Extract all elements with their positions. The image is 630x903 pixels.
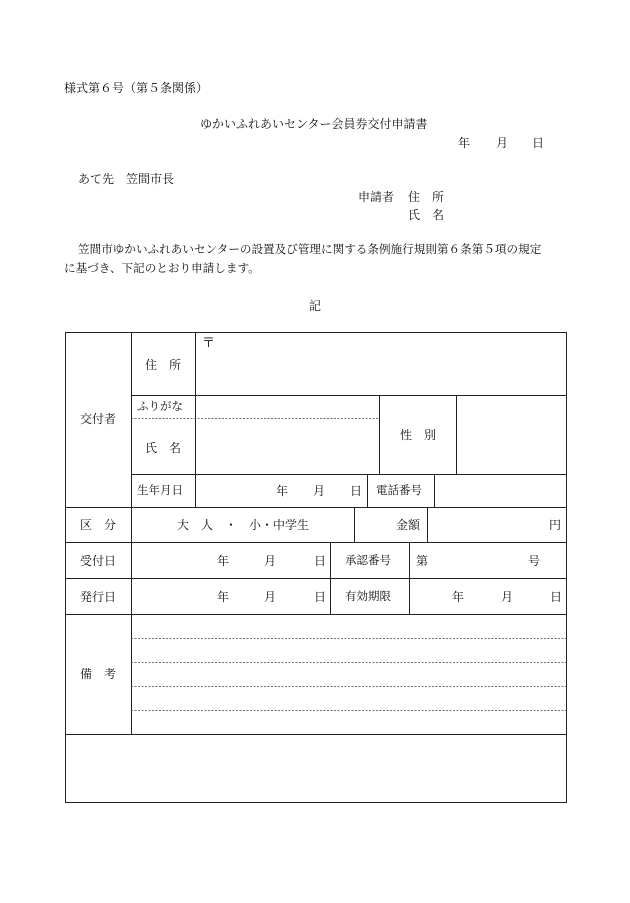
approval-number-label: 承認番号 — [345, 553, 391, 567]
amount-label: 金額 — [396, 518, 421, 532]
issue-month-label: 月 — [264, 590, 277, 604]
receipt-date-label: 受付日 — [80, 554, 117, 568]
address-value[interactable] — [196, 333, 566, 395]
issue-day-label: 日 — [314, 590, 327, 604]
receipt-day-label: 日 — [314, 554, 327, 568]
gender-label: 性 別 — [400, 428, 437, 442]
approval-suffix: 号 — [528, 554, 541, 568]
recipient-label: 交付者 — [80, 412, 117, 426]
form-number: 様式第６号（第５条関係） — [64, 81, 209, 95]
validity-month-label: 月 — [501, 590, 514, 604]
birthdate-label: 生年月日 — [137, 483, 183, 497]
phone-value[interactable] — [435, 475, 566, 507]
remarks-label: 備 考 — [80, 667, 117, 681]
body-text-line1: 笠間市ゆかいふれあいセンターの設置及び管理に関する条例施行規則第６条第５項の規定 — [78, 242, 542, 256]
applicant-name-label: 氏 名 — [408, 208, 445, 222]
birth-month-label: 月 — [313, 484, 326, 498]
name-label: 氏 名 — [145, 441, 182, 455]
furigana-label: ふりがな — [137, 399, 183, 413]
phone-label: 電話番号 — [376, 483, 422, 497]
category-options[interactable]: 大 人 ・ 小・中学生 — [177, 518, 310, 532]
body-text-line2: に基づき、下記のとおり申請します。 — [64, 261, 260, 275]
gender-value[interactable] — [457, 396, 566, 474]
birth-year-label: 年 — [276, 484, 289, 498]
addressee: あて先 笠間市長 — [78, 172, 175, 186]
postal-mark: 〒 — [202, 336, 216, 351]
page-title: ゆかいふれあいセンター会員券交付申請書 — [200, 117, 428, 131]
applicant-address-label: 住 所 — [408, 190, 445, 204]
issue-date-label: 発行日 — [80, 590, 117, 604]
address-label: 住 所 — [145, 358, 182, 372]
furigana-value[interactable] — [196, 396, 378, 418]
category-label: 区 分 — [80, 518, 117, 532]
date-day-label: 日 — [532, 136, 545, 150]
amount-unit: 円 — [549, 518, 562, 532]
issue-year-label: 年 — [217, 590, 230, 604]
receipt-year-label: 年 — [217, 554, 230, 568]
birth-day-label: 日 — [350, 484, 363, 498]
receipt-month-label: 月 — [264, 554, 277, 568]
validity-year-label: 年 — [452, 590, 465, 604]
free-area[interactable] — [66, 735, 566, 802]
date-month-label: 月 — [496, 136, 509, 150]
ki-label: 記 — [309, 299, 322, 313]
date-year-label: 年 — [458, 136, 471, 150]
name-value[interactable] — [196, 419, 378, 474]
validity-day-label: 日 — [550, 590, 563, 604]
approval-prefix: 第 — [416, 554, 429, 568]
validity-label: 有効期限 — [345, 589, 391, 603]
applicant-label: 申請者 — [358, 190, 395, 204]
remarks-area[interactable] — [132, 615, 566, 734]
